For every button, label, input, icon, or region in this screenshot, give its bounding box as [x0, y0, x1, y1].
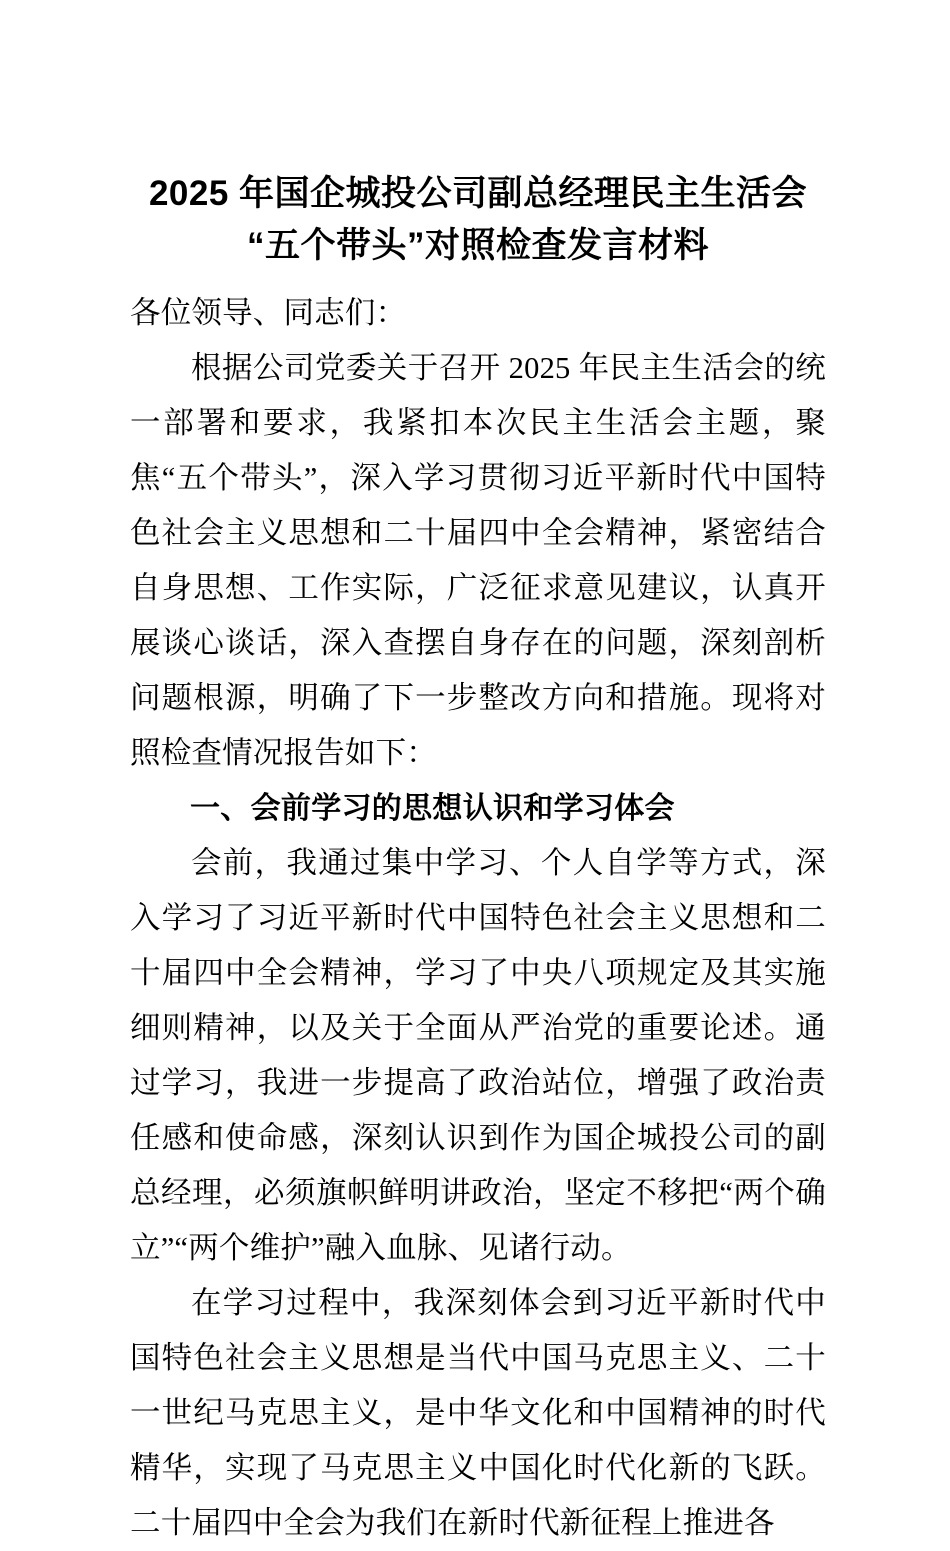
opening-paragraph: 根据公司党委关于召开 2025 年民主生活会的统一部署和要求，我紧扣本次民主生活会主题，聚焦“五个带头”，深入学习贯彻习近平新时代中国特色社会主义思想和二十届四中全会精神，紧密结合自身思想、工作实际，广泛征求意见建议，认真开展谈心谈话，深入查摆自身存在的问题，深刻剖析问题根源，明确了下一步整改方向和措施。现将对照检查情况报告如下： — [130, 351, 826, 770]
section-1-paragraph-2: 在学习过程中，我深刻体会到习近平新时代中国特色社会主义思想是当代中国马克思主义、二十一世纪马克思主义，是中华文化和中国精神的时代精华，实现了马克思主义中国化时代化新的飞跃。二十届四中全会为我们在新时代新征程上推进各 — [130, 1286, 826, 1540]
section-1-paragraph-1: 会前，我通过集中学习、个人自学等方式，深入学习了习近平新时代中国特色社会主义思想和二十届四中全会精神，学习了中央八项规定及其实施细则精神，以及关于全面从严治党的重要论述。通过学习，我进一步提高了政治站位，增强了政治责任感和使命感，深刻认识到作为国企城投公司的副总经理，必须旗帜鲜明讲政治，坚定不移把“两个确立”“两个维护”融入血脉、见诸行动。 — [130, 846, 826, 1265]
document-title-line-1: 2025 年国企城投公司副总经理民主生活会 — [148, 174, 808, 213]
document-title-line-2: “五个带头”对照检查发言材料 — [246, 226, 709, 265]
salutation: 各位领导、同志们： — [130, 296, 407, 330]
section-heading-1: 一、会前学习的思想认识和学习体会 — [190, 792, 675, 825]
document-title — [130, 168, 826, 272]
